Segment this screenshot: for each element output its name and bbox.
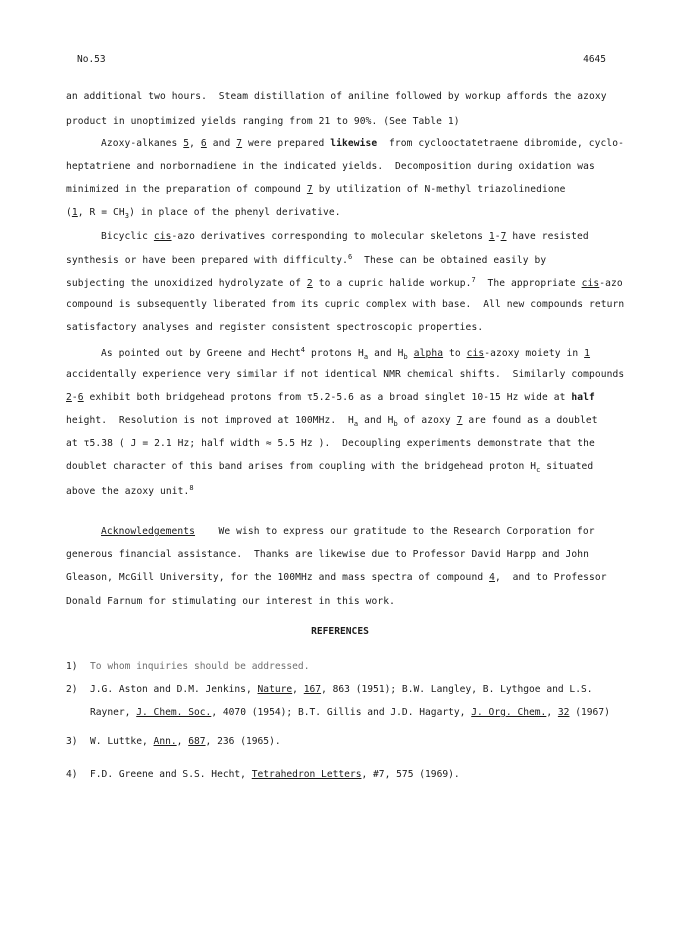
text-run: 1	[488, 231, 495, 242]
body-line	[66, 207, 341, 220]
text-run: and	[206, 138, 237, 149]
text-run: have resisted	[506, 231, 589, 242]
body-line	[66, 461, 593, 474]
text-run: To whom inquiries should be addressed.	[90, 661, 310, 672]
text-run: 8	[189, 484, 194, 492]
text-run: subjecting the unoxidized hydrolyzate of	[66, 278, 307, 290]
text-run: As pointed out by Greene and Hecht	[101, 348, 301, 360]
reference-line	[90, 684, 593, 695]
text-run: doublet character of this band arises from coupling with the bridgehead proton H	[66, 461, 537, 472]
text-run: 7	[456, 415, 463, 426]
text-run: protons H	[305, 348, 364, 360]
text-run: heptatriene and norbornadiene in the indicated yields. Decomposition during oxidation was	[66, 161, 595, 172]
reference-line	[90, 661, 310, 672]
text-run: -	[71, 392, 78, 403]
body-line	[66, 572, 607, 583]
text-run: -	[494, 231, 501, 242]
body-line	[66, 276, 623, 289]
text-run: 2	[306, 278, 313, 290]
text-run: of azoxy	[397, 415, 457, 426]
body-line	[101, 231, 589, 242]
text-run: 687	[188, 736, 206, 747]
text-run: c	[536, 465, 541, 474]
text-run: satisfactory analyses and register consistent spectroscopic properties.	[66, 322, 484, 333]
text-run: compound is subsequently liberated from its cupric complex with base. All new compounds return	[66, 299, 625, 310]
text-run: and H	[368, 348, 404, 360]
text-run: ,	[292, 684, 304, 695]
text-run: , and to Professor	[494, 572, 607, 583]
text-run: likewise	[330, 138, 378, 149]
text-run: 4	[489, 572, 495, 583]
text-run: ,	[176, 736, 189, 747]
text-run: an additional two hours. Steam distillation of aniline followed by workup affords the azoxy	[66, 91, 607, 102]
text-run: 7	[236, 138, 243, 149]
text-run: a	[363, 353, 369, 362]
text-run: cis	[466, 348, 485, 360]
text-run: J. Org. Chem.	[471, 707, 547, 718]
body-line	[66, 596, 395, 607]
text-run: generous financial assistance. Thanks are likewise due to Professor David Harpp and John	[66, 549, 589, 560]
text-run: Gleason, McGill University, for the 100MHz and mass spectra of compound	[66, 572, 490, 583]
body-line	[66, 322, 483, 333]
text-run: Tetrahedron Letters	[251, 769, 362, 780]
text-run: We wish to express our gratitude to the Research Corporation for	[195, 526, 595, 537]
text-run: were prepared	[242, 138, 331, 149]
text-run: 6	[77, 392, 84, 403]
text-run: to a cupric halide workup.	[312, 278, 472, 290]
body-line	[66, 484, 194, 497]
body-line	[66, 438, 595, 449]
text-run: alpha	[413, 348, 444, 360]
text-run: -azoxy moiety in	[484, 348, 585, 360]
text-run: These can be obtained easily by	[352, 255, 547, 267]
text-run: 32	[557, 707, 570, 718]
text-run: minimized in the preparation of compound	[66, 184, 307, 195]
text-run: Nature	[257, 684, 293, 695]
text-run: 5	[183, 138, 190, 149]
text-run: cis	[581, 278, 600, 290]
text-run: F.D. Greene and S.S. Hecht,	[90, 769, 252, 780]
text-run: (1967)	[569, 707, 610, 718]
text-run: exhibit both bridgehead protons from τ5.2-5.6 as a broad singlet 10-15 Hz wide at	[83, 392, 572, 403]
text-run: 4	[300, 346, 306, 354]
body-line	[66, 116, 460, 127]
text-run: Bicyclic	[101, 231, 154, 242]
body-line	[101, 346, 590, 361]
body-line	[66, 184, 565, 195]
text-run: accidentally experience very similar if not identical NMR chemical shifts. Similarly compounds	[66, 369, 625, 380]
text-run: , #7, 575 (1969).	[361, 769, 460, 780]
issue-number: No.53	[77, 54, 106, 65]
reference-number: 3)	[66, 736, 78, 747]
reference-number: 1)	[66, 661, 78, 672]
text-run: b	[403, 353, 408, 362]
body-line	[101, 526, 595, 537]
text-run: height. Resolution is not improved at 100MHz. H	[66, 415, 354, 426]
reference-line	[90, 769, 460, 780]
text-run: to	[443, 348, 467, 360]
text-run: ,	[546, 707, 558, 718]
text-run: half	[571, 392, 595, 403]
text-run: and H	[358, 415, 394, 426]
reference-line	[90, 707, 610, 718]
text-run: Azoxy-alkanes	[101, 138, 184, 149]
text-run: 7	[306, 184, 313, 195]
text-run: 1	[584, 348, 591, 360]
text-run: Acknowledgements	[101, 526, 196, 537]
body-line	[66, 369, 624, 380]
text-run: 7	[471, 276, 476, 284]
text-run: ) in place of the phenyl derivative.	[129, 207, 341, 218]
text-run: The appropriate	[475, 278, 582, 290]
text-run: 1	[71, 207, 78, 218]
text-run: -azo derivatives corresponding to molecular skeletons	[171, 231, 489, 242]
text-run: -azo	[599, 278, 623, 290]
body-line	[66, 253, 546, 266]
text-run: W. Luttke,	[90, 736, 154, 747]
body-line	[66, 415, 598, 428]
text-run: 7	[500, 231, 507, 242]
text-run: are found as a doublet	[462, 415, 598, 426]
text-run: product in unoptimized yields ranging from 21 to 90%. (See Table 1)	[66, 116, 460, 127]
text-run: synthesis or have been prepared with difficulty.	[66, 255, 349, 267]
text-run: by utilization of N-methyl triazolinedione	[312, 184, 566, 195]
text-run: (	[66, 207, 72, 218]
page-number: 4645	[583, 54, 606, 65]
reference-number: 4)	[66, 769, 78, 780]
text-run: above the azoxy unit.	[66, 486, 190, 498]
body-line	[66, 161, 595, 172]
text-run: situated	[540, 461, 594, 472]
text-run: 167	[303, 684, 322, 695]
text-run: 2	[66, 392, 72, 403]
text-run: cis	[153, 231, 172, 242]
text-run: Donald Farnum for stimulating our interest in this work.	[66, 596, 396, 607]
text-run: , 236 (1965).	[205, 736, 281, 747]
body-line	[66, 299, 624, 310]
text-run: at τ5.38 ( J = 2.1 Hz; half width ≈ 5.5 Hz ). Decoupling experiments demonstrate that the	[66, 438, 595, 449]
body-line	[66, 91, 607, 102]
text-run: ,	[189, 138, 201, 149]
text-run: Rayner,	[90, 707, 137, 718]
body-line	[66, 549, 589, 560]
text-run: a	[353, 419, 359, 428]
text-run: 6	[200, 138, 207, 149]
text-run: , 863 (1951); B.W. Langley, B. Lythgoe and L.S.	[321, 684, 593, 695]
text-run: , 4070 (1954); B.T. Gillis and J.D. Hagarty,	[211, 707, 472, 718]
text-run: Ann.	[153, 736, 177, 747]
reference-number: 2)	[66, 684, 78, 695]
text-run: from cyclooctatetraene dibromide, cyclo-	[377, 138, 625, 149]
body-line	[101, 138, 624, 149]
text-run: J. Chem. Soc.	[136, 707, 212, 718]
text-run: , R = CH	[77, 207, 125, 218]
text-run: b	[393, 419, 398, 428]
body-line	[66, 392, 595, 403]
references-heading: REFERENCES	[311, 626, 369, 637]
text-run: 6	[348, 253, 353, 261]
reference-line	[90, 736, 281, 747]
text-run: 3	[124, 211, 130, 220]
text-run: J.G. Aston and D.M. Jenkins,	[90, 684, 258, 695]
